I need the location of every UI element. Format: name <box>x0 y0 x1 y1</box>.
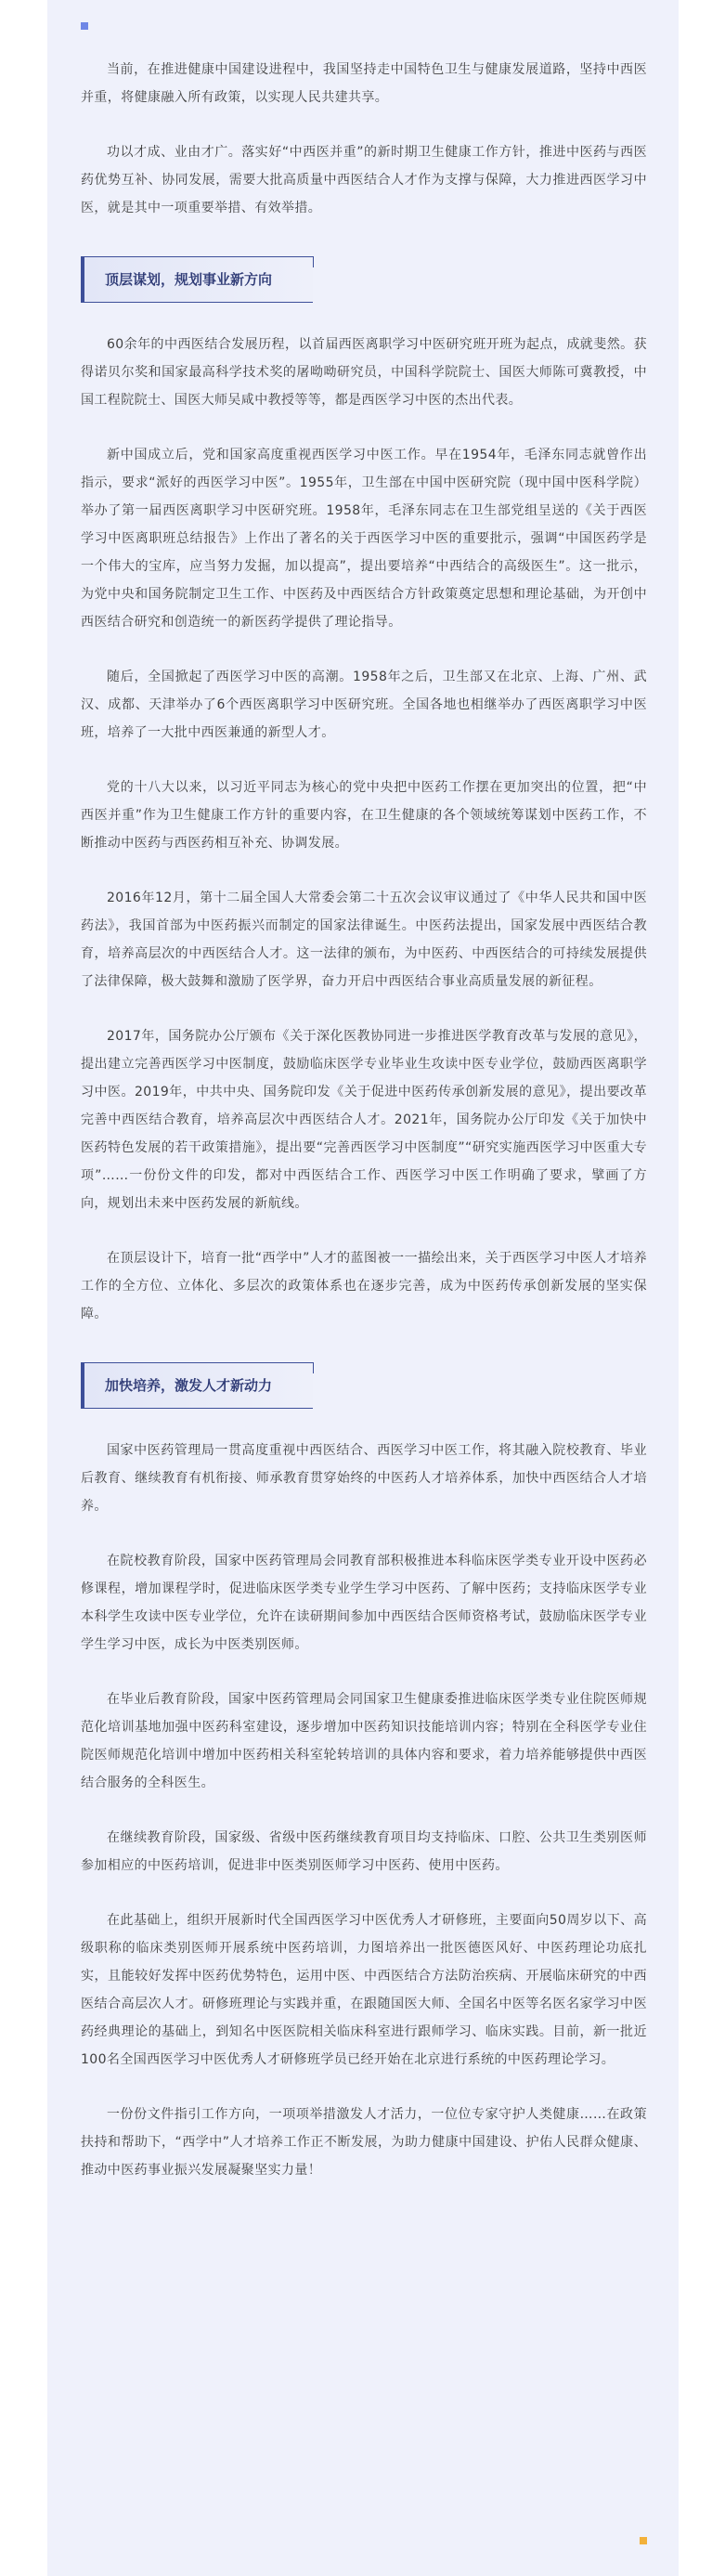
body-paragraph: 在顶层设计下，培育一批“西学中”人才的蓝图被一一描绘出来，关于西医学习中医人才培养工作的全方位、立体化、多层次的政策体系也在逐步完善，成为中医药传承创新发展的坚实保障。 <box>81 1251 647 1321</box>
body-paragraph: 随后，全国掀起了西医学习中医的高潮。1958年之后，卫生部又在北京、上海、广州、武汉、成都、天津举办了6个西医离职学习中医研究班。全国各地也相继举办了西医离职学习中医班，培养了一大批中西医兼通的新型人才。 <box>81 670 647 740</box>
intro-paragraph: 功以才成、业由才广。落实好“中西医并重”的新时期卫生健康工作方针，推进中医药与西医药优势互补、协同发展，需要大批高质量中西医结合人才作为支撑与保障，大力推进西医学习中医，就是其中一项重要举措、有效举措。 <box>81 145 647 215</box>
body-paragraph: 国家中医药管理局一贯高度重视中西医结合、西医学习中医工作，将其融入院校教育、毕业后教育、继续教育有机衔接、师承教育贯穿始终的中医药人才培养体系，加快中西医结合人才培养。 <box>81 1443 647 1514</box>
section-heading-top-level-design: 顶层谋划，规划事业新方向 <box>81 256 313 303</box>
corner-decoration-orange <box>640 2537 647 2544</box>
body-paragraph: 在院校教育阶段，国家中医药管理局会同教育部积极推进本科临床医学类专业开设中医药必修课程，增加课程学时，促进临床医学类专业学生学习中医药、了解中医药；支持临床医学专业本科学生攻读中医专业学位，允许在读研期间参加中西医结合医师资格考试，鼓励临床医学专业学生学习中医，成长为中医类别医师。 <box>81 1554 647 1652</box>
body-paragraph: 在继续教育阶段，国家级、省级中医药继续教育项目均支持临床、口腔、公共卫生类别医师参加相应的中医药培训，促进非中医类别医师学习中医药、使用中医药。 <box>81 1830 647 1873</box>
body-paragraph: 在毕业后教育阶段，国家中医药管理局会同国家卫生健康委推进临床医学类专业住院医师规范化培训基地加强中医药科室建设，逐步增加中医药知识技能培训内容；特别在全科医学专业住院医师规范化培训中增加中医药相关科室轮转培训的具体内容和要求，着力培养能够提供中西医结合服务的全科医生。 <box>81 1692 647 1790</box>
section-heading-talent-training: 加快培养，激发人才新动力 <box>81 1362 313 1409</box>
body-paragraph: 新中国成立后，党和国家高度重视西医学习中医工作。早在1954年，毛泽东同志就曾作出指示，要求“派好的西医学习中医”。1955年，卫生部在中国中医研究院（现中国中医科学院）举办了第一届西医离职学习中医研究班。1958年，毛泽东同志在卫生部党组呈送的《关于西医学习中医离职班总结报告》上作出了著名的关于西医学习中医的重要批示，强调“中国医药学是一个伟大的宝库，应当努力发掘，加以提高”，提出要培养“中西结合的高级医生”。这一批示，为党中央和国务院制定卫生工作、中医药及中西医结合方针政策奠定思想和理论基础，为开创中西医结合研究和创造统一的新医药学提供了理论指导。 <box>81 448 647 630</box>
corner-decoration-blue <box>81 22 88 30</box>
body-paragraph: 一份份文件指引工作方向，一项项举措激发人才活力，一位位专家守护人类健康……在政策扶持和帮助下，“西学中”人才培养工作正不断发展，为助力健康中国建设、护佑人民群众健康、推动中医药事业振兴发展凝聚坚实力量！ <box>81 2107 647 2178</box>
body-paragraph: 2017年，国务院办公厅颁布《关于深化医教协同进一步推进医学教育改革与发展的意见》，提出建立完善西医学习中医制度，鼓励临床医学专业毕业生攻读中医专业学位，鼓励西医离职学习中医。2019年，中共中央、国务院印发《关于促进中医药传承创新发展的意见》，提出要改革完善中西医结合教育，培养高层次中西医结合人才。2021年，国务院办公厅印发《关于加快中医药特色发展的若干政策措施》，提出要“完善西医学习中医制度”“研究实施西医学习中医重大专项”……一份份文件的印发，都对中西医结合工作、西医学习中医工作明确了要求，擘画了方向，规划出未来中医药发展的新航线。 <box>81 1029 647 1211</box>
article-card <box>47 0 679 2576</box>
body-paragraph: 60余年的中西医结合发展历程，以首届西医离职学习中医研究班开班为起点，成就斐然。获得诺贝尔奖和国家最高科学技术奖的屠呦呦研究员，中国科学院院士、国医大师陈可冀教授，中国工程院院士、国医大师吴咸中教授等等，都是西医学习中医的杰出代表。 <box>81 337 647 408</box>
body-paragraph: 2016年12月，第十二届全国人大常委会第二十五次会议审议通过了《中华人民共和国中医药法》，我国首部为中医药振兴而制定的国家法律诞生。中医药法提出，国家发展中西医结合教育，培养高层次的中西医结合人才。这一法律的颁布，为中医药、中西医结合的可持续发展提供了法律保障，极大鼓舞和激励了医学界，奋力开启中西医结合事业高质量发展的新征程。 <box>81 891 647 989</box>
body-paragraph: 在此基础上，组织开展新时代全国西医学习中医优秀人才研修班，主要面向50周岁以下、高级职称的临床类别医师开展系统中医药培训，力图培养出一批医德医风好、中医药理论功底扎实，且能较好发挥中医药优势特色，运用中医、中西医结合方法防治疾病、开展临床研究的中西医结合高层次人才。研修班理论与实践并重，在跟随国医大师、全国名中医等名医名家学习中医药经典理论的基础上，到知名中医医院相关临床科室进行跟师学习、临床实践。目前，新一批近100名全国西医学习中医优秀人才研修班学员已经开始在北京进行系统的中医药理论学习。 <box>81 1913 647 2067</box>
body-paragraph: 党的十八大以来，以习近平同志为核心的党中央把中医药工作摆在更加突出的位置，把“中西医并重”作为卫生健康工作方针的重要内容，在卫生健康的各个领域统筹谋划中医药工作，不断推动中医药与西医药相互补充、协调发展。 <box>81 780 647 851</box>
article-body <box>81 56 647 2211</box>
intro-paragraph: 当前，在推进健康中国建设进程中，我国坚持走中国特色卫生与健康发展道路，坚持中西医并重，将健康融入所有政策，以实现人民共建共享。 <box>81 62 647 105</box>
